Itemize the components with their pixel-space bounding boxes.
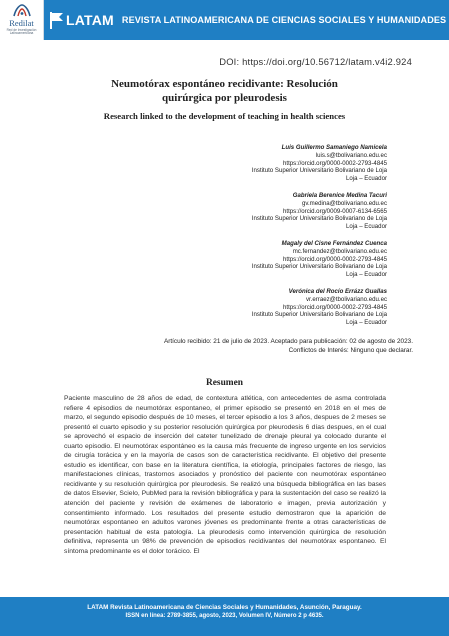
received-accepted-dates: Artículo recibido: 21 de julio de 2023. Aceptado para publicación: 02 de agosto de 2023.	[163, 338, 413, 345]
author-email[interactable]: gv.medina@tbolivariano.edu.ec	[301, 199, 387, 207]
abstract-text	[64, 394, 386, 556]
redilat-logo	[0, 0, 44, 40]
logo-name: Redilat	[9, 18, 34, 29]
journal-title: REVISTA LATINOAMERICANA DE CIENCIAS SOCIALES Y HUMANIDADES	[121, 15, 447, 25]
article-title	[20, 78, 429, 105]
author-name: Magaly del Cisne Fernández Cuenca	[281, 240, 387, 247]
redilat-logo-icon	[12, 4, 32, 18]
title-line-1: Neumotórax espontáneo recidivante: Resolución	[111, 78, 338, 90]
footer-issn-line: ISSN en línea: 2789-3855, agosto, 2023, Volumen IV, Número 2 p 4635.	[125, 613, 324, 619]
brand-name: LATAM	[66, 12, 114, 28]
author-name: Luis Guillermo Samaniego Namicela	[281, 144, 387, 151]
author-block	[252, 288, 387, 327]
author-orcid[interactable]: https://orcid.org/0000-0002-2793-4845	[282, 255, 387, 263]
author-orcid[interactable]: https://orcid.org/0000-0002-2793-4845	[282, 303, 387, 311]
author-location: Loja – Ecuador	[346, 223, 387, 231]
author-block	[252, 192, 387, 231]
author-block	[252, 144, 387, 183]
author-email[interactable]: mc.fernandez@tbolivariano.edu.ec	[292, 247, 387, 255]
journal-header	[0, 0, 449, 40]
conflicts-of-interest: Conflictos de Interés: Ninguno que declarar.	[288, 346, 413, 354]
author-name: Verónica del Rocío Errázz Guallas	[288, 288, 387, 295]
footer-publication-line: LATAM Revista Latinoamericana de Ciencias Sociales y Humanidades, Asunción, Paraguay.	[87, 604, 362, 611]
author-email[interactable]: vr.erraez@tbolivariano.edu.ec	[305, 295, 387, 303]
journal-footer	[0, 597, 449, 636]
author-institution: Instituto Superior Universitario Bolivariano de Loja	[251, 263, 387, 271]
abstract-heading: Resumen	[206, 378, 243, 388]
author-location: Loja – Ecuador	[346, 319, 387, 327]
latam-flag-icon	[50, 12, 63, 29]
author-institution: Instituto Superior Universitario Bolivariano de Loja	[251, 167, 387, 175]
author-location: Loja – Ecuador	[346, 271, 387, 279]
author-block	[252, 240, 387, 279]
author-orcid[interactable]: https://orcid.org/0009-0007-6134-6565	[282, 207, 387, 215]
article-dates	[164, 338, 413, 355]
author-email[interactable]: luis.s@tbolivariano.edu.ec	[315, 151, 387, 159]
author-orcid[interactable]: https://orcid.org/0000-0002-2793-4845	[282, 159, 387, 167]
author-institution: Instituto Superior Universitario Bolivariano de Loja	[251, 215, 387, 223]
author-location: Loja – Ecuador	[346, 175, 387, 183]
title-line-2: quirúrgica por pleurodesis	[162, 91, 287, 104]
article-subtitle: Research linked to the development of teaching in health sciences	[103, 111, 346, 121]
doi-link[interactable]: DOI: https://doi.org/10.56712/latam.v4i2.924	[219, 56, 412, 67]
author-institution: Instituto Superior Universitario Bolivariano de Loja	[251, 311, 387, 319]
abstract-paragraph: Paciente masculino de 28 años de edad, de contextura atlética, con antecedentes de asma controlada refiere 4 episodios de neumotórax espontaneo, el primer episodio se presentó en 2018 en el mes de marzo, el segundo episodio después de 10 meses, el tercer episodio a los 3 años, despues de 2 meses se presentó el cuarto episodio y su posterior resolución quirúrgica por pleurodesis 6 días despues, en el cual se aprovechó el espacio de inserción del cateter tunelizado de drenaje pleural ya colocado durante el cuarto episodio. El neumotórax espontáneo es la causa más frecuente de ingreso urgente en los servicios de cirugía torácica y en la mayoría de casos son de característica recidivante. El objetivo del presente estudio es identificar, con base en la literatura científica, la etiología, principales factores de riesgo, las manifestaciones clínicas, trastornos asociados y pronóstico del paciente con neumotórax espontáneo recidivante y su resolución quirúrgica por pleurodesis. Se realizó una búsqueda bibliográfica en las bases de datos Elsevier, Scielo, PubMed para la revisión bibliográfica y para la sustentación del caso se realizó la atención del paciente y revisión de exámenes de laboratorio e imagen, previa autorización y consentimiento informado. Los resultados del presente estudio demostraron que la aparición de neumotórax espontaneo en adultos varones jóvenes es predominante frente a otras características de presentación habitual de esta patología. La pleurodesis como intervención quirúrgica de resolución definitiva, representa un 98% de prevención de episodios recidivantes del neumotórax espontaneo. El síntoma predominante es el dolor torácico. El	[64, 395, 386, 555]
logo-subtitle: Red de Investigación Latinoamericana	[6, 27, 37, 36]
author-name: Gabriela Berenice Medina Tacuri	[292, 192, 387, 199]
